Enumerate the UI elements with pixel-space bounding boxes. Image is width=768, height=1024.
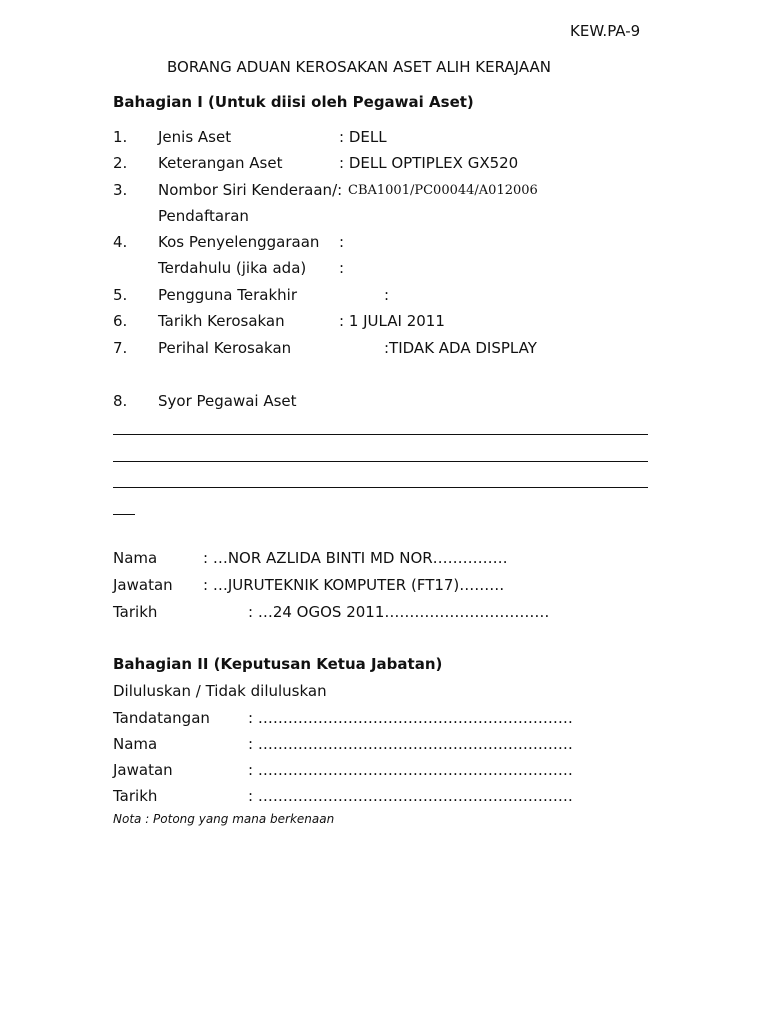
officer-tarikh-value: : …24 OGOS 2011…………………………… <box>248 603 550 621</box>
head-jawatan-field[interactable]: : ……………………………………………………… <box>248 761 573 779</box>
head-tarikh-label: Tarikh <box>113 787 158 805</box>
recommendation-line-1[interactable] <box>113 434 648 435</box>
item-1-label: Jenis Aset <box>158 128 232 146</box>
item-3-serial-value: CBA1001/PC00044/A012006 <box>348 183 538 198</box>
recommendation-line-2[interactable] <box>113 461 648 462</box>
recommendation-line-4[interactable] <box>113 514 135 515</box>
item-6-label: Tarikh Kerosakan <box>158 312 285 330</box>
form-title: BORANG ADUAN KEROSAKAN ASET ALIH KERAJAAN <box>167 58 551 76</box>
item-7-number: 7. <box>113 339 128 357</box>
item-8-label: Syor Pegawai Aset <box>158 392 297 410</box>
form-code: KEW.PA-9 <box>570 22 641 40</box>
item-4-colon-line2: : <box>339 259 345 277</box>
officer-nama-label: Nama <box>113 549 158 567</box>
head-nama-field[interactable]: : ……………………………………………………… <box>248 735 573 753</box>
footnote: Nota : Potong yang mana berkenaan <box>113 812 335 826</box>
item-1-number: 1. <box>113 128 128 146</box>
decision-text: Diluluskan / Tidak diluluskan <box>113 682 327 700</box>
head-tarikh-field[interactable]: : ……………………………………………………… <box>248 787 573 805</box>
officer-nama-value: : …NOR AZLIDA BINTI MD NOR…………… <box>203 549 508 567</box>
item-2-value: : DELL OPTIPLEX GX520 <box>339 154 519 172</box>
item-3-label-line2: Pendaftaran <box>158 207 249 225</box>
item-5-label: Pengguna Terakhir <box>158 286 297 304</box>
item-2-number: 2. <box>113 154 128 172</box>
item-4-colon: : <box>339 233 345 251</box>
part1-heading: Bahagian I (Untuk diisi oleh Pegawai Aset) <box>113 93 474 111</box>
item-5-colon: : <box>384 286 390 304</box>
item-5-number: 5. <box>113 286 128 304</box>
head-tandatangan-label: Tandatangan <box>113 709 210 727</box>
item-7-label: Perihal Kerosakan <box>158 339 292 357</box>
head-nama-label: Nama <box>113 735 158 753</box>
officer-tarikh-label: Tarikh <box>113 603 158 621</box>
item-2-label: Keterangan Aset <box>158 154 283 172</box>
item-3-label: Nombor Siri Kenderaan/: <box>158 181 343 199</box>
item-6-number: 6. <box>113 312 128 330</box>
item-7-value: :TIDAK ADA DISPLAY <box>384 339 537 357</box>
officer-jawatan-value: : …JURUTEKNIK KOMPUTER (FT17)……… <box>203 576 505 594</box>
head-tandatangan-field[interactable]: : ……………………………………………………… <box>248 709 573 727</box>
item-1-value: : DELL <box>339 128 387 146</box>
item-4-label: Kos Penyelenggaraan <box>158 233 320 251</box>
item-3-number: 3. <box>113 181 128 199</box>
recommendation-line-3[interactable] <box>113 487 648 488</box>
part2-heading: Bahagian II (Keputusan Ketua Jabatan) <box>113 655 443 673</box>
item-8-number: 8. <box>113 392 128 410</box>
officer-jawatan-label: Jawatan <box>113 576 173 594</box>
item-4-number: 4. <box>113 233 128 251</box>
head-jawatan-label: Jawatan <box>113 761 173 779</box>
item-4-label-line2: Terdahulu (jika ada) <box>158 259 307 277</box>
item-6-value: : 1 JULAI 2011 <box>339 312 445 330</box>
